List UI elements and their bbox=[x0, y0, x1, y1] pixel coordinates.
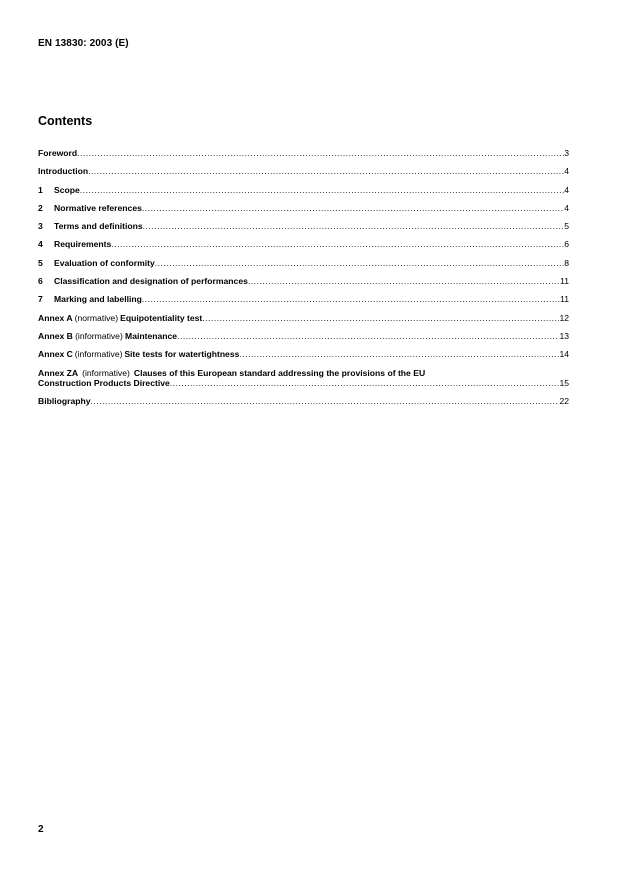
toc-entry-introduction[interactable] bbox=[38, 166, 569, 177]
annex-label: Annex ZA bbox=[38, 367, 79, 378]
toc-entry-annex-za[interactable] bbox=[38, 368, 569, 389]
toc-leader-dots bbox=[80, 185, 564, 196]
toc-entry-evaluation-of-conformity[interactable] bbox=[38, 258, 569, 269]
annex-title: Equipotentiality test bbox=[120, 312, 203, 323]
toc-entry-page: 4 bbox=[564, 184, 569, 195]
toc-leader-dots bbox=[239, 349, 559, 360]
toc-entry-foreword[interactable] bbox=[38, 148, 569, 159]
toc-leader-dots bbox=[202, 313, 559, 324]
toc-entry-title: Terms and definitions bbox=[54, 221, 143, 232]
toc-leader-dots bbox=[88, 166, 564, 177]
toc-entry-number: 3 bbox=[38, 221, 43, 232]
toc-entry-title: Foreword bbox=[38, 148, 78, 158]
annex-za-line-1 bbox=[38, 368, 569, 379]
toc-entry-annex-b[interactable] bbox=[38, 331, 569, 342]
annex-label: Annex A bbox=[38, 312, 73, 323]
toc-leader-dots bbox=[142, 294, 560, 305]
contents-heading: Contents bbox=[38, 114, 93, 128]
toc-entry-terms-and-definitions[interactable] bbox=[38, 221, 569, 232]
toc-entry-page: 13 bbox=[559, 330, 569, 341]
toc-entry-annex-a[interactable] bbox=[38, 313, 569, 324]
toc-entry-number: 6 bbox=[38, 276, 43, 287]
toc-entry-number: 1 bbox=[38, 184, 43, 195]
toc-entry-classification[interactable] bbox=[38, 276, 569, 287]
toc-leader-dots bbox=[77, 148, 564, 159]
document-header: EN 13830: 2003 (E) bbox=[38, 38, 129, 49]
toc-leader-dots bbox=[142, 203, 564, 214]
toc-entry-title: Classification and designation of performances bbox=[54, 276, 248, 287]
toc-leader-dots bbox=[91, 396, 560, 407]
toc-entry-page: 14 bbox=[559, 349, 569, 360]
annex-title: Maintenance bbox=[125, 330, 178, 341]
toc-entry-title: Marking and labelling bbox=[54, 294, 142, 305]
toc-entry-title: Requirements bbox=[54, 239, 112, 250]
toc-entry-page: 12 bbox=[559, 312, 569, 323]
toc-entry-page: 8 bbox=[564, 257, 569, 268]
toc-entry-bibliography[interactable] bbox=[38, 396, 569, 407]
toc-entry-number: 7 bbox=[38, 294, 43, 305]
annex-type: (informative) bbox=[82, 367, 130, 378]
toc-entry-page: 22 bbox=[559, 395, 569, 406]
toc-leader-dots bbox=[155, 258, 564, 269]
toc-entry-title: Normative references bbox=[54, 202, 142, 213]
toc-leader-dots bbox=[248, 276, 560, 287]
annex-type: (informative) bbox=[75, 330, 123, 341]
annex-type: (informative) bbox=[74, 349, 123, 360]
toc-leader-dots bbox=[143, 221, 565, 232]
toc-entry-marking-and-labelling[interactable] bbox=[38, 294, 569, 305]
toc-entry-page: 4 bbox=[564, 166, 569, 177]
toc-entry-page: 11 bbox=[560, 294, 569, 305]
annex-title-line-1: Clauses of this European standard addressing the provisions of the EU bbox=[133, 367, 426, 378]
annex-label: Annex C bbox=[38, 349, 73, 360]
toc-entry-normative-references[interactable] bbox=[38, 203, 569, 214]
toc-entry-title: Bibliography bbox=[38, 395, 91, 406]
toc-entry-page: 3 bbox=[564, 148, 569, 158]
annex-title-line-2: Construction Products Directive bbox=[38, 378, 170, 389]
toc-entry-page: 4 bbox=[564, 202, 569, 213]
toc-entry-title: Introduction bbox=[38, 166, 89, 177]
toc-entry-title: Evaluation of conformity bbox=[54, 257, 155, 268]
table-of-contents bbox=[38, 148, 569, 414]
toc-entry-page: 11 bbox=[560, 276, 569, 287]
toc-entry-scope[interactable] bbox=[38, 185, 569, 196]
toc-entry-page: 6 bbox=[564, 239, 569, 250]
toc-entry-number: 5 bbox=[38, 257, 43, 268]
toc-entry-number: 4 bbox=[38, 239, 43, 250]
annex-type: (normative) bbox=[74, 312, 119, 323]
toc-entry-page: 15 bbox=[559, 378, 569, 389]
toc-entry-requirements[interactable] bbox=[38, 239, 569, 250]
toc-entry-annex-c[interactable] bbox=[38, 349, 569, 360]
annex-label: Annex B bbox=[38, 330, 73, 341]
annex-za-line-2 bbox=[38, 378, 569, 389]
toc-leader-dots bbox=[170, 378, 560, 389]
annex-title: Site tests for watertightness bbox=[124, 349, 240, 360]
toc-entry-title: Scope bbox=[54, 184, 80, 195]
page-number: 2 bbox=[38, 824, 44, 835]
toc-entry-number: 2 bbox=[38, 202, 43, 213]
toc-leader-dots bbox=[177, 331, 559, 342]
toc-entry-page: 5 bbox=[564, 221, 569, 232]
toc-leader-dots bbox=[111, 239, 564, 250]
